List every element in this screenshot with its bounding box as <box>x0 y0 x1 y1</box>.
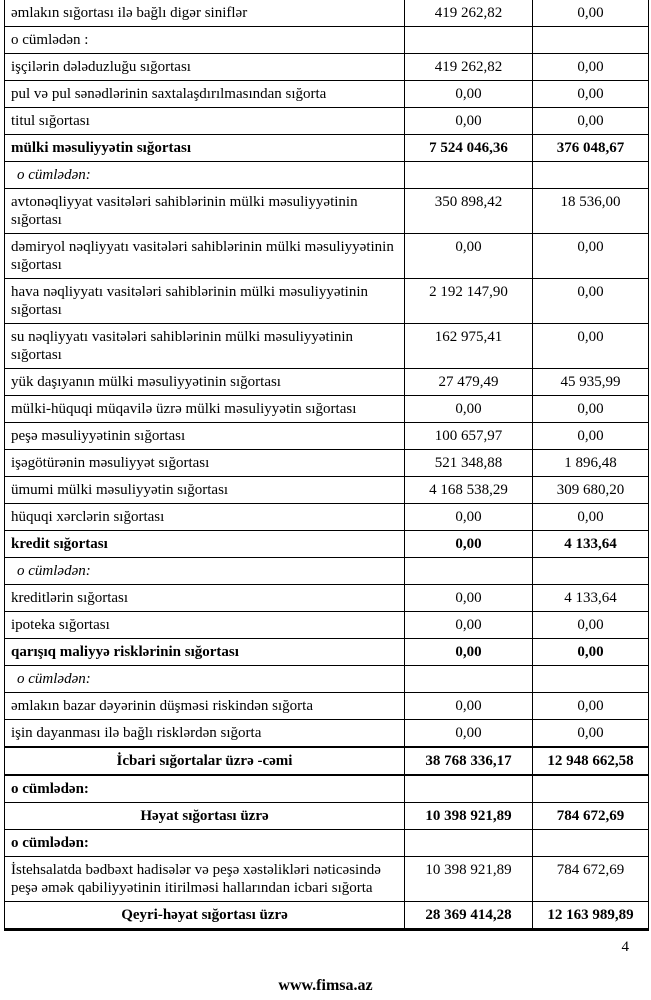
row-value-col2 <box>533 27 649 54</box>
row-label: o cümlədən: <box>5 162 405 189</box>
row-label: mülki-hüquqi müqavilə üzrə mülki məsuliyyətin sığortası <box>5 396 405 423</box>
row-value-col2: 0,00 <box>533 81 649 108</box>
row-value-col2 <box>533 830 649 857</box>
row-label: işçilərin dələduzluğu sığortası <box>5 54 405 81</box>
page-number: 4 <box>621 939 629 955</box>
row-value-col1 <box>405 558 533 585</box>
row-label: əmlakın sığortası ilə bağlı digər siniflər <box>5 0 405 27</box>
table-row <box>5 324 649 369</box>
table-row <box>5 902 649 930</box>
row-value-col1 <box>405 27 533 54</box>
row-value-col2: 0,00 <box>533 108 649 135</box>
table-row <box>5 504 649 531</box>
row-label: işin dayanması ilə bağlı risklərdən sığorta <box>5 720 405 748</box>
row-value-col2 <box>533 666 649 693</box>
row-value-col2: 0,00 <box>533 423 649 450</box>
table-row <box>5 693 649 720</box>
table-row <box>5 585 649 612</box>
table-row <box>5 775 649 803</box>
row-value-col2: 784 672,69 <box>533 803 649 830</box>
table-row <box>5 720 649 748</box>
row-value-col2: 0,00 <box>533 504 649 531</box>
row-value-col2: 12 163 989,89 <box>533 902 649 930</box>
row-value-col2: 0,00 <box>533 693 649 720</box>
table-row <box>5 279 649 324</box>
table-row <box>5 612 649 639</box>
row-label: Qeyri-həyat sığortası üzrə <box>5 902 405 930</box>
row-label: İcbari sığortalar üzrə -cəmi <box>5 747 405 775</box>
row-value-col1: 0,00 <box>405 504 533 531</box>
row-value-col1: 0,00 <box>405 81 533 108</box>
table-row <box>5 666 649 693</box>
row-value-col1: 4 168 538,29 <box>405 477 533 504</box>
row-label: kreditlərin sığortası <box>5 585 405 612</box>
table-row <box>5 747 649 775</box>
row-label: o cümlədən: <box>5 775 405 803</box>
row-value-col2: 0,00 <box>533 612 649 639</box>
row-label: pul və pul sənədlərinin saxtalaşdırılmasından sığorta <box>5 81 405 108</box>
row-label: əmlakın bazar dəyərinin düşməsi riskindən sığorta <box>5 693 405 720</box>
row-value-col2: 1 896,48 <box>533 450 649 477</box>
table-row <box>5 81 649 108</box>
row-value-col1: 0,00 <box>405 585 533 612</box>
row-value-col1: 28 369 414,28 <box>405 902 533 930</box>
row-value-col2: 0,00 <box>533 279 649 324</box>
row-label: titul sığortası <box>5 108 405 135</box>
row-value-col1: 7 524 046,36 <box>405 135 533 162</box>
table-row <box>5 369 649 396</box>
row-value-col1: 419 262,82 <box>405 54 533 81</box>
row-label: işəgötürənin məsuliyyət sığortası <box>5 450 405 477</box>
row-value-col1: 0,00 <box>405 108 533 135</box>
row-label: o cümlədən: <box>5 558 405 585</box>
table-row <box>5 450 649 477</box>
row-value-col1 <box>405 162 533 189</box>
table-row <box>5 189 649 234</box>
insurance-report-table-body <box>5 0 649 930</box>
table-row <box>5 639 649 666</box>
row-label: hüquqi xərclərin sığortası <box>5 504 405 531</box>
row-value-col2: 0,00 <box>533 324 649 369</box>
row-label: dəmiryol nəqliyyatı vasitələri sahiblərinin mülki məsuliyyətinin sığortası <box>5 234 405 279</box>
row-value-col2: 376 048,67 <box>533 135 649 162</box>
row-value-col1: 521 348,88 <box>405 450 533 477</box>
row-value-col1: 0,00 <box>405 720 533 748</box>
row-value-col1: 419 262,82 <box>405 0 533 27</box>
row-value-col1: 0,00 <box>405 693 533 720</box>
table-row <box>5 803 649 830</box>
row-value-col1: 38 768 336,17 <box>405 747 533 775</box>
row-label: hava nəqliyyatı vasitələri sahiblərinin mülki məsuliyyətinin sığortası <box>5 279 405 324</box>
row-value-col1 <box>405 666 533 693</box>
row-value-col2 <box>533 775 649 803</box>
row-value-col2 <box>533 558 649 585</box>
row-value-col1: 2 192 147,90 <box>405 279 533 324</box>
row-value-col1: 100 657,97 <box>405 423 533 450</box>
row-label: kredit sığortası <box>5 531 405 558</box>
row-value-col1 <box>405 775 533 803</box>
row-value-col1: 0,00 <box>405 234 533 279</box>
row-value-col2: 4 133,64 <box>533 585 649 612</box>
website-footer: www.fimsa.az <box>278 977 373 994</box>
table-row <box>5 108 649 135</box>
row-value-col2: 0,00 <box>533 234 649 279</box>
table-row <box>5 396 649 423</box>
row-value-col1: 0,00 <box>405 612 533 639</box>
row-label: qarışıq maliyyə risklərinin sığortası <box>5 639 405 666</box>
row-value-col2 <box>533 162 649 189</box>
row-label: peşə məsuliyyətinin sığortası <box>5 423 405 450</box>
row-value-col2: 4 133,64 <box>533 531 649 558</box>
row-label: ümumi mülki məsuliyyətin sığortası <box>5 477 405 504</box>
table-row <box>5 162 649 189</box>
table-row <box>5 27 649 54</box>
table-row <box>5 857 649 902</box>
row-value-col1: 10 398 921,89 <box>405 803 533 830</box>
row-value-col1: 162 975,41 <box>405 324 533 369</box>
row-value-col1: 350 898,42 <box>405 189 533 234</box>
row-label: yük daşıyanın mülki məsuliyyətinin sığortası <box>5 369 405 396</box>
row-value-col2: 18 536,00 <box>533 189 649 234</box>
table-row <box>5 477 649 504</box>
row-value-col2: 45 935,99 <box>533 369 649 396</box>
table-row <box>5 234 649 279</box>
table-row <box>5 558 649 585</box>
table-row <box>5 830 649 857</box>
table-row <box>5 423 649 450</box>
table-row <box>5 135 649 162</box>
row-label: İstehsalatda bədbəxt hadisələr və peşə xəstəlikləri nəticəsində peşə əmək qabiliyyətinin itirilməsi hallarından icbari sığorta <box>5 857 405 902</box>
row-value-col1: 0,00 <box>405 531 533 558</box>
row-label: o cümlədən: <box>5 830 405 857</box>
row-value-col1 <box>405 830 533 857</box>
row-value-col2: 12 948 662,58 <box>533 747 649 775</box>
row-value-col1: 0,00 <box>405 396 533 423</box>
row-label: o cümlədən: <box>5 666 405 693</box>
row-value-col1: 0,00 <box>405 639 533 666</box>
row-value-col1: 10 398 921,89 <box>405 857 533 902</box>
row-value-col2: 0,00 <box>533 396 649 423</box>
table-row <box>5 54 649 81</box>
row-label: avtonəqliyyat vasitələri sahiblərinin mülki məsuliyyətinin sığortası <box>5 189 405 234</box>
row-value-col2: 309 680,20 <box>533 477 649 504</box>
row-label: o cümlədən : <box>5 27 405 54</box>
row-value-col2: 784 672,69 <box>533 857 649 902</box>
insurance-report-table <box>4 0 649 931</box>
row-value-col2: 0,00 <box>533 720 649 748</box>
table-row <box>5 0 649 27</box>
row-label: Həyat sığortası üzrə <box>5 803 405 830</box>
row-value-col2: 0,00 <box>533 639 649 666</box>
row-label: su nəqliyyatı vasitələri sahiblərinin mülki məsuliyyətinin sığortası <box>5 324 405 369</box>
row-value-col1: 27 479,49 <box>405 369 533 396</box>
row-label: ipoteka sığortası <box>5 612 405 639</box>
row-label: mülki məsuliyyətin sığortası <box>5 135 405 162</box>
table-row <box>5 531 649 558</box>
row-value-col2: 0,00 <box>533 0 649 27</box>
row-value-col2: 0,00 <box>533 54 649 81</box>
